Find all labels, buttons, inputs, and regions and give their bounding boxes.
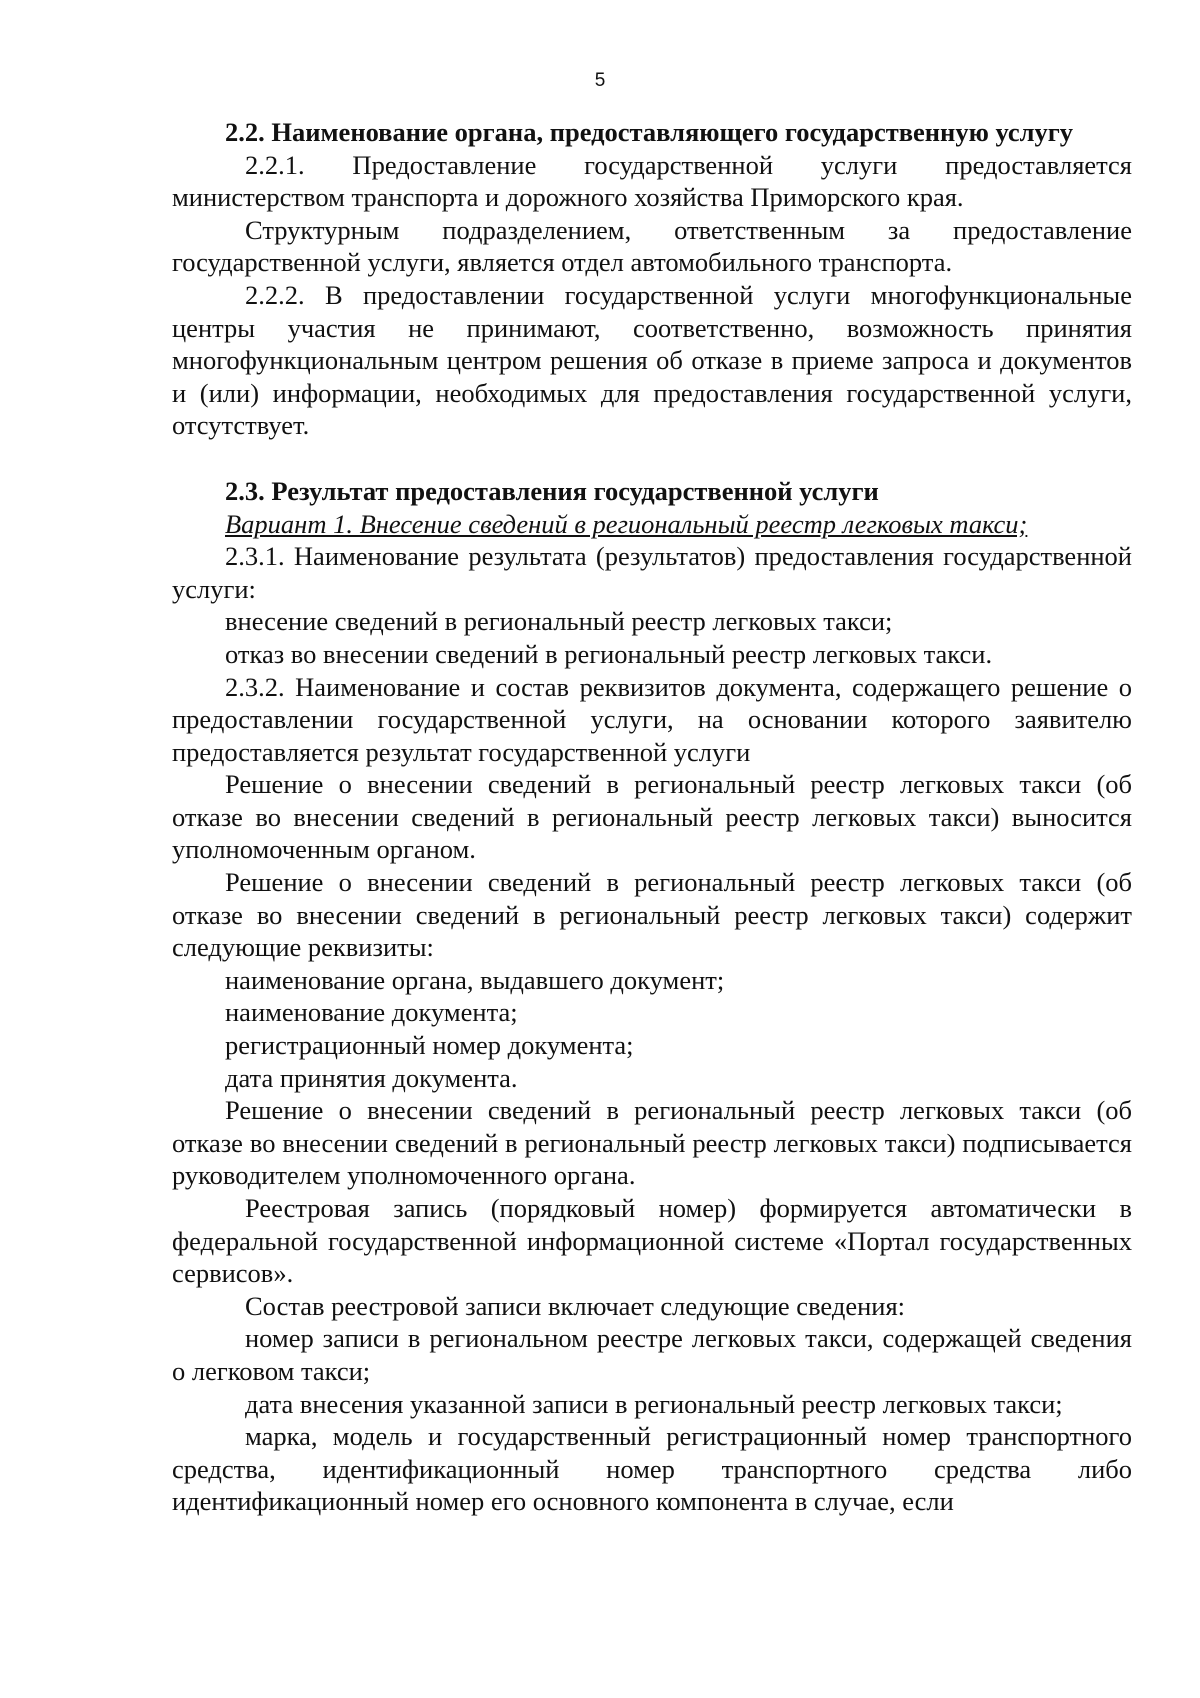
requisite-item-2: наименование документа; xyxy=(225,997,518,1028)
requisite-item-3: регистрационный номер документа; xyxy=(225,1030,634,1061)
document-body xyxy=(172,116,1132,1518)
paragraph-structural-unit: Структурным подразделением, ответственным за предоставление государственной услуги, является отдел автомобильного транспорта. xyxy=(172,214,1132,278)
paragraph-2-3-2: 2.3.2. Наименование и состав реквизитов документа, содержащего решение о предоставлении государственной услуги, на основании которого заявителю предоставляется результат государственной услуги xyxy=(172,671,1132,767)
paragraph-decision-issued: Решение о внесении сведений в региональный реестр легковых такси (об отказе во внесении сведений в региональный реестр легковых такси) выносится уполномоченным органом. xyxy=(172,769,1132,865)
paragraph-decision-signed: Решение о внесении сведений в региональный реестр легковых такси (об отказе во внесении сведений в региональный реестр легковых такси) подписывается руководителем уполномоченного органа. xyxy=(172,1095,1132,1191)
result-item-1: внесение сведений в региональный реестр легковых такси; xyxy=(225,606,893,637)
paragraph-record-number: номер записи в региональном реестре легковых такси, содержащей сведения о легковом такси; xyxy=(172,1323,1132,1386)
paragraph-decision-requisites: Решение о внесении сведений в региональный реестр легковых такси (об отказе во внесении сведений в региональный реестр легковых такси) содержит следующие реквизиты: xyxy=(172,867,1132,963)
section-2-2-heading: 2.2. Наименование органа, предоставляющего государственную услугу xyxy=(225,117,1074,147)
paragraph-2-2-1: 2.2.1. Предоставление государственной услуги предоставляется министерством транспорта и дорожного хозяйства Приморского края. xyxy=(172,149,1132,213)
requisite-item-1: наименование органа, выдавшего документ; xyxy=(225,964,725,995)
paragraph-vehicle-data: марка, модель и государственный регистрационный номер транспортного средства, идентификационный номер транспортного средства либо идентификационный номер его основного компонента в случае, если xyxy=(172,1421,1132,1517)
variant-1-title: Вариант 1. Внесение сведений в региональный реестр легковых такси; xyxy=(225,508,1028,539)
paragraph-registry-record: Реестровая запись (порядковый номер) формируется автоматически в федеральной государственной информационной системе «Портал государственных сервисов». xyxy=(172,1193,1132,1289)
requisite-item-4: дата принятия документа. xyxy=(225,1062,518,1093)
section-2-3-heading: 2.3. Результат предоставления государственной услуги xyxy=(225,475,879,506)
paragraph-2-2-2: 2.2.2. В предоставлении государственной услуги многофункциональные центры участия не принимают, соответственно, возможность принятия многофункциональным центром решения об отказе в приеме запроса и документов и (или) информации, необходимых для предоставления государственной услуги, отсутствует. xyxy=(172,279,1132,441)
result-item-2: отказ во внесении сведений в региональный реестр легковых такси. xyxy=(225,638,993,669)
section-gap xyxy=(172,442,1132,475)
paragraph-record-date: дата внесения указанной записи в региональный реестр легковых такси; xyxy=(245,1388,1063,1419)
page-number: 5 xyxy=(594,70,606,91)
paragraph-record-composition: Состав реестровой записи включает следующие сведения: xyxy=(245,1290,906,1321)
paragraph-2-3-1: 2.3.1. Наименование результата (результатов) предоставления государственной услуги: xyxy=(172,541,1132,604)
